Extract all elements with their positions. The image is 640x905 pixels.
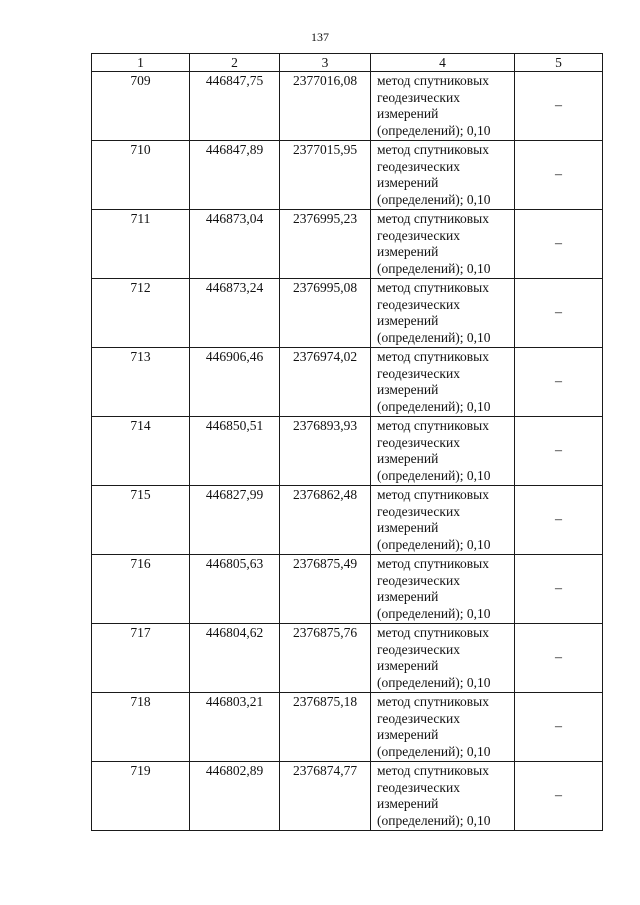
- method-cell: [371, 141, 515, 210]
- page-number: 137: [311, 30, 329, 44]
- method-line: геодезических: [377, 572, 460, 588]
- method-line: геодезических: [377, 296, 460, 312]
- table-row: [92, 72, 603, 141]
- point-number-cell: 711: [92, 210, 190, 279]
- x-coordinate-cell: 446802,89: [190, 762, 280, 831]
- method-line: геодезических: [377, 641, 460, 657]
- method-cell: [371, 624, 515, 693]
- method-cell: [371, 762, 515, 831]
- table-row: [92, 279, 603, 348]
- y-coordinate-cell: 2376875,18: [280, 693, 371, 762]
- y-coordinate-cell: 2376995,23: [280, 210, 371, 279]
- method-line: геодезических: [377, 227, 460, 243]
- y-coordinate-cell: 2376995,08: [280, 279, 371, 348]
- method-line: измерений: [377, 727, 439, 742]
- method-line: метод спутниковых: [377, 142, 489, 157]
- method-line: (определений); 0,10: [377, 605, 491, 621]
- method-cell: [371, 210, 515, 279]
- note-cell: –: [515, 693, 603, 762]
- table-row: [92, 348, 603, 417]
- header-col-1: 1: [92, 54, 190, 72]
- method-line: измерений: [377, 106, 439, 121]
- method-line: метод спутниковых: [377, 694, 489, 709]
- note-cell: –: [515, 417, 603, 486]
- header-col-4: 4: [371, 54, 515, 72]
- method-line: метод спутниковых: [377, 349, 489, 364]
- header-col-3: 3: [280, 54, 371, 72]
- y-coordinate-cell: 2376974,02: [280, 348, 371, 417]
- x-coordinate-cell: 446873,04: [190, 210, 280, 279]
- header-col-2: 2: [190, 54, 280, 72]
- method-line: геодезических: [377, 365, 460, 381]
- table-row: [92, 555, 603, 624]
- note-cell: –: [515, 624, 603, 693]
- table-header-row: [92, 54, 603, 72]
- method-line: (определений); 0,10: [377, 812, 491, 828]
- method-cell: [371, 486, 515, 555]
- x-coordinate-cell: 446805,63: [190, 555, 280, 624]
- method-cell: [371, 348, 515, 417]
- method-line: измерений: [377, 658, 439, 673]
- method-cell: [371, 417, 515, 486]
- method-line: геодезических: [377, 89, 460, 105]
- note-cell: –: [515, 72, 603, 141]
- point-number-cell: 709: [92, 72, 190, 141]
- method-line: (определений); 0,10: [377, 536, 491, 552]
- note-cell: –: [515, 762, 603, 831]
- x-coordinate-cell: 446803,21: [190, 693, 280, 762]
- x-coordinate-cell: 446873,24: [190, 279, 280, 348]
- note-cell: –: [515, 486, 603, 555]
- x-coordinate-cell: 446850,51: [190, 417, 280, 486]
- y-coordinate-cell: 2376875,76: [280, 624, 371, 693]
- method-line: измерений: [377, 382, 439, 397]
- method-line: геодезических: [377, 158, 460, 174]
- method-line: (определений); 0,10: [377, 467, 491, 483]
- x-coordinate-cell: 446847,89: [190, 141, 280, 210]
- method-line: измерений: [377, 244, 439, 259]
- method-line: измерений: [377, 313, 439, 328]
- method-line: метод спутниковых: [377, 73, 489, 88]
- method-line: (определений); 0,10: [377, 260, 491, 276]
- note-cell: –: [515, 279, 603, 348]
- method-line: измерений: [377, 520, 439, 535]
- note-cell: –: [515, 555, 603, 624]
- table-row: [92, 486, 603, 555]
- method-line: геодезических: [377, 710, 460, 726]
- method-cell: [371, 279, 515, 348]
- method-line: измерений: [377, 796, 439, 811]
- y-coordinate-cell: 2376893,93: [280, 417, 371, 486]
- method-line: измерений: [377, 589, 439, 604]
- point-number-cell: 715: [92, 486, 190, 555]
- method-line: метод спутниковых: [377, 211, 489, 226]
- method-line: метод спутниковых: [377, 763, 489, 778]
- point-number-cell: 716: [92, 555, 190, 624]
- note-cell: –: [515, 210, 603, 279]
- method-line: измерений: [377, 175, 439, 190]
- table-row: [92, 141, 603, 210]
- point-number-cell: 717: [92, 624, 190, 693]
- x-coordinate-cell: 446827,99: [190, 486, 280, 555]
- method-line: геодезических: [377, 434, 460, 450]
- note-cell: –: [515, 348, 603, 417]
- method-line: геодезических: [377, 779, 460, 795]
- y-coordinate-cell: 2376862,48: [280, 486, 371, 555]
- y-coordinate-cell: 2376875,49: [280, 555, 371, 624]
- table-row: [92, 762, 603, 831]
- method-line: метод спутниковых: [377, 280, 489, 295]
- method-line: (определений); 0,10: [377, 122, 491, 138]
- table-row: [92, 210, 603, 279]
- table-row: [92, 693, 603, 762]
- method-line: (определений); 0,10: [377, 329, 491, 345]
- table-row: [92, 417, 603, 486]
- point-number-cell: 719: [92, 762, 190, 831]
- header-col-5: 5: [515, 54, 603, 72]
- x-coordinate-cell: 446804,62: [190, 624, 280, 693]
- y-coordinate-cell: 2376874,77: [280, 762, 371, 831]
- note-cell: –: [515, 141, 603, 210]
- method-cell: [371, 555, 515, 624]
- point-number-cell: 712: [92, 279, 190, 348]
- method-line: метод спутниковых: [377, 556, 489, 571]
- method-line: метод спутниковых: [377, 625, 489, 640]
- method-line: геодезических: [377, 503, 460, 519]
- method-line: (определений); 0,10: [377, 191, 491, 207]
- method-cell: [371, 72, 515, 141]
- method-cell: [371, 693, 515, 762]
- point-number-cell: 714: [92, 417, 190, 486]
- method-line: метод спутниковых: [377, 487, 489, 502]
- method-line: (определений); 0,10: [377, 743, 491, 759]
- x-coordinate-cell: 446906,46: [190, 348, 280, 417]
- method-line: (определений); 0,10: [377, 674, 491, 690]
- coordinates-table: [91, 53, 603, 831]
- method-line: метод спутниковых: [377, 418, 489, 433]
- method-line: измерений: [377, 451, 439, 466]
- y-coordinate-cell: 2377016,08: [280, 72, 371, 141]
- point-number-cell: 718: [92, 693, 190, 762]
- point-number-cell: 710: [92, 141, 190, 210]
- x-coordinate-cell: 446847,75: [190, 72, 280, 141]
- method-line: (определений); 0,10: [377, 398, 491, 414]
- point-number-cell: 713: [92, 348, 190, 417]
- table-row: [92, 624, 603, 693]
- y-coordinate-cell: 2377015,95: [280, 141, 371, 210]
